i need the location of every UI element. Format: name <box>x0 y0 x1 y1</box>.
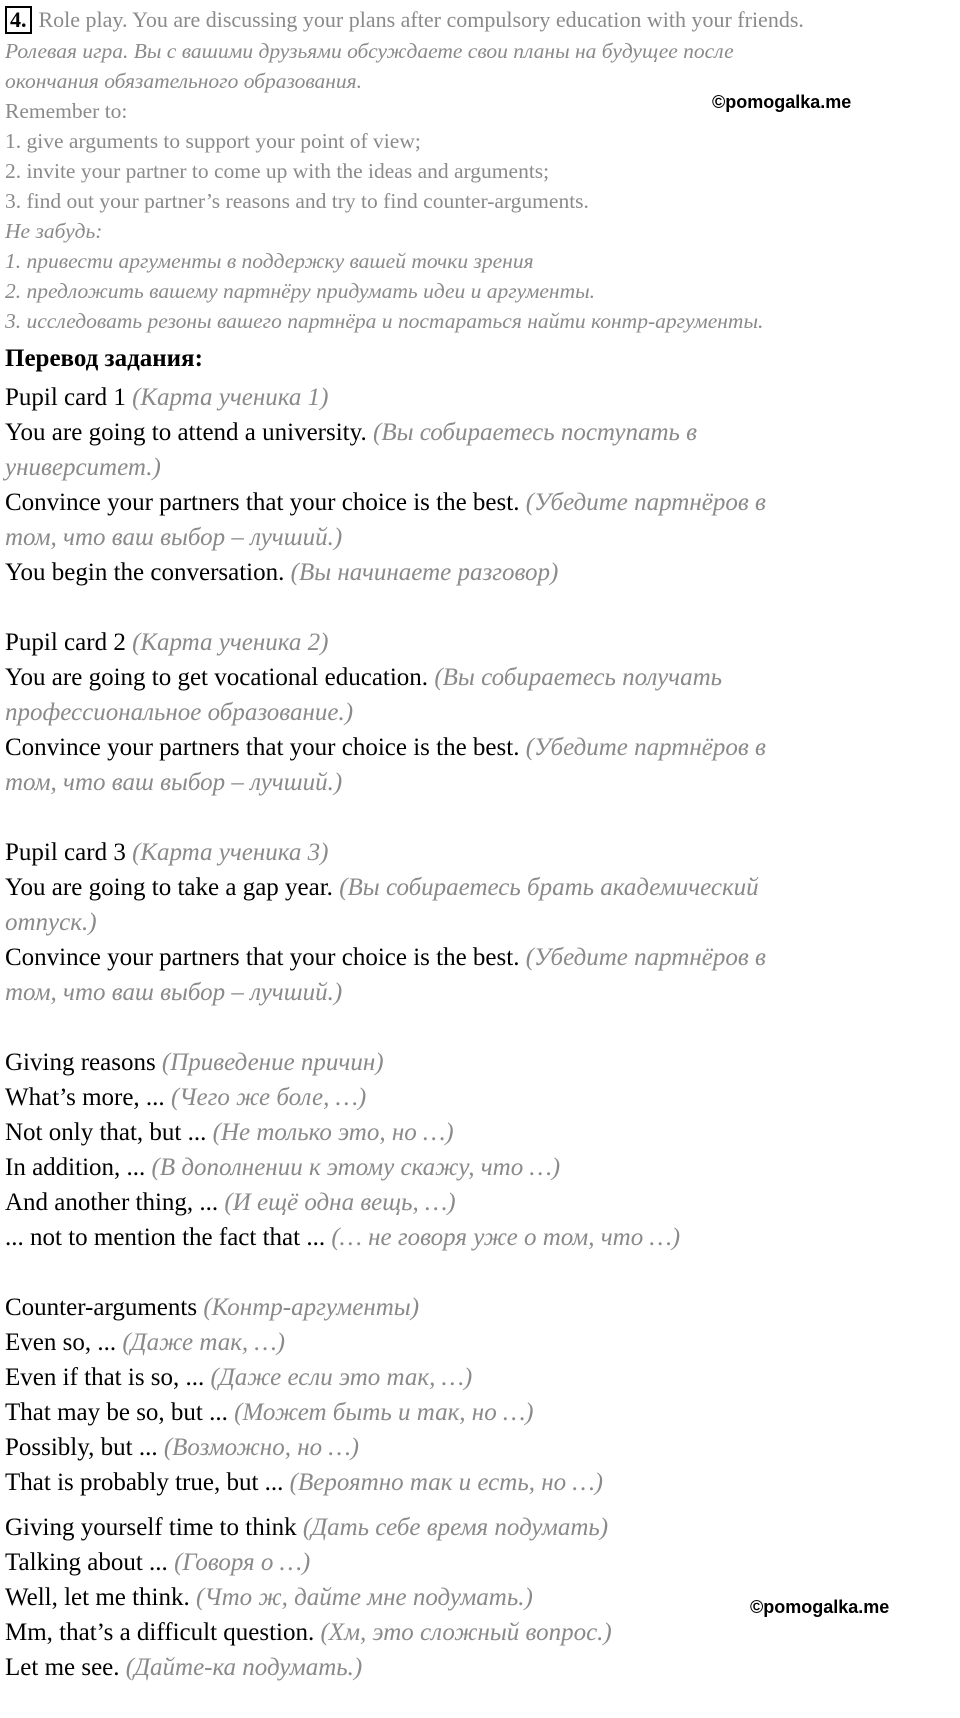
phrase-en: That may be so, but ... <box>5 1399 235 1426</box>
instruction-ru-line: Ролевая игра. Вы с вашими друзьями обсуждаете свои планы на будущее после <box>5 39 734 63</box>
think-title-ru: (Дать себе время подумать) <box>302 1514 609 1541</box>
card1-title-ru: (Карта ученика 1) <box>132 384 329 411</box>
phrase-ru: (Чего же боле, …) <box>170 1084 367 1111</box>
phrase-item <box>5 1115 955 1150</box>
card2-line-ru-cont: профессиональное образование.) <box>5 699 354 726</box>
card3-title <box>5 835 955 870</box>
card2-line <box>5 660 955 695</box>
phrase-ru: (Не только это, но …) <box>212 1119 454 1146</box>
card2-line-ru: (Убедите партнёров в <box>525 734 766 761</box>
phrase-item <box>5 1150 955 1185</box>
phrase-item <box>5 1395 955 1430</box>
remember-item: 2. invite your partner to come up with the ideas and arguments; <box>5 159 550 183</box>
phrase-item <box>5 1465 955 1500</box>
remember-item: 1. give arguments to support your point of view; <box>5 129 421 153</box>
phrase-ru: (… не говоря уже о том, что …) <box>331 1224 681 1251</box>
card3-line-ru: (Убедите партнёров в <box>525 944 766 971</box>
remember-ru-label: Не забудь: <box>5 219 103 243</box>
card1-line <box>5 415 955 450</box>
phrase-item <box>5 1430 955 1465</box>
phrase-en: Even so, ... <box>5 1329 123 1356</box>
exercise-number: 4. <box>5 6 32 34</box>
card3-line-en: Convince your partners that your choice is the best. <box>5 944 526 971</box>
think-title <box>5 1510 955 1545</box>
phrase-ru: (Вероятно так и есть, но …) <box>289 1469 603 1496</box>
phrase-ru: (Возможно, но …) <box>163 1434 359 1461</box>
phrase-en: Even if that is so, ... <box>5 1364 211 1391</box>
card3-line-ru-cont: отпуск.) <box>5 909 97 936</box>
card2-title <box>5 625 955 660</box>
card1-line-ru: (Убедите партнёров в <box>525 489 766 516</box>
think-title-en: Giving yourself time to think <box>5 1514 303 1541</box>
phrase-ru: (И ещё одна вещь, …) <box>224 1189 456 1216</box>
card3-line <box>5 940 955 975</box>
card1-line-ru: (Вы собираетесь поступать в <box>373 419 697 446</box>
card1-line-ru: (Вы начинаете разговор) <box>290 559 559 586</box>
phrase-ru: (Даже если это так, …) <box>210 1364 473 1391</box>
card2-line-en: You are going to get vocational education. <box>5 664 435 691</box>
phrase-item <box>5 1185 955 1220</box>
instructions <box>5 36 955 336</box>
phrase-en: That is probably true, but ... <box>5 1469 290 1496</box>
phrase-ru: (Даже так, …) <box>122 1329 285 1356</box>
card1-line-ru-cont: университет.) <box>5 454 161 481</box>
card3-line-ru-cont: том, что ваш выбор – лучший.) <box>5 979 343 1006</box>
counter-title-ru: (Контр-аргументы) <box>203 1294 420 1321</box>
exercise-header <box>5 4 955 36</box>
card3-title-ru: (Карта ученика 3) <box>132 839 329 866</box>
card3-line-ru: (Вы собираетесь брать академический <box>339 874 759 901</box>
card2-line-en: Convince your partners that your choice is the best. <box>5 734 526 761</box>
phrase-ru: (В дополнении к этому скажу, что …) <box>151 1154 561 1181</box>
phrase-ru: (Дайте-ка подумать.) <box>125 1654 363 1681</box>
phrase-item <box>5 1080 955 1115</box>
remember-label: Remember to: <box>5 99 128 123</box>
card1-line-en: You begin the conversation. <box>5 559 291 586</box>
phrase-item <box>5 1615 955 1650</box>
card1-line-en: Convince your partners that your choice is the best. <box>5 489 526 516</box>
exercise-title: Role play. You are discussing your plans after compulsory education with your friends. <box>38 7 804 32</box>
card1-title <box>5 380 955 415</box>
phrase-item <box>5 1360 955 1395</box>
counter-title <box>5 1290 955 1325</box>
remember-ru-item: 1. привести аргументы в поддержку вашей точки зрения <box>5 249 534 273</box>
phrase-en: What’s more, ... <box>5 1084 171 1111</box>
card1-line-en: You are going to attend a university. <box>5 419 374 446</box>
phrase-item <box>5 1220 955 1255</box>
phrase-ru: (Что ж, дайте мне подумать.) <box>196 1584 533 1611</box>
reasons-title <box>5 1045 955 1080</box>
phrase-ru: (Может быть и так, но …) <box>234 1399 534 1426</box>
watermark-top: ©pomogalka.me <box>712 92 852 112</box>
phrase-ru: (Говоря о …) <box>174 1549 311 1576</box>
phrase-en: And another thing, ... <box>5 1189 225 1216</box>
phrase-en: ... not to mention the fact that ... <box>5 1224 332 1251</box>
translation-body <box>5 380 955 1685</box>
phrase-ru: (Хм, это сложный вопрос.) <box>320 1619 612 1646</box>
card1-line <box>5 555 955 590</box>
card2-line <box>5 730 955 765</box>
phrase-en: Talking about ... <box>5 1549 175 1576</box>
card2-title-en: Pupil card 2 <box>5 629 133 656</box>
phrase-en: Mm, that’s a difficult question. <box>5 1619 321 1646</box>
phrase-en: Let me see. <box>5 1654 126 1681</box>
exercise-page <box>5 4 955 1685</box>
phrase-item <box>5 1650 955 1685</box>
watermark-bottom: ©pomogalka.me <box>750 1597 890 1617</box>
card2-title-ru: (Карта ученика 2) <box>132 629 329 656</box>
phrase-en: Not only that, but ... <box>5 1119 213 1146</box>
remember-ru-item: 3. исследовать резоны вашего партнёра и постараться найти контр-аргументы. <box>5 309 764 333</box>
phrase-item <box>5 1325 955 1360</box>
remember-item: 3. find out your partner’s reasons and try to find counter-arguments. <box>5 189 589 213</box>
card2-line-ru: (Вы собираетесь получать <box>434 664 723 691</box>
phrase-en: Possibly, but ... <box>5 1434 164 1461</box>
card1-title-en: Pupil card 1 <box>5 384 133 411</box>
counter-title-en: Counter-arguments <box>5 1294 204 1321</box>
reasons-title-en: Giving reasons <box>5 1049 162 1076</box>
card1-line-ru-cont: том, что ваш выбор – лучший.) <box>5 524 343 551</box>
card3-line-en: You are going to take a gap year. <box>5 874 340 901</box>
phrase-en: Well, let me think. <box>5 1584 197 1611</box>
card1-line <box>5 485 955 520</box>
phrase-en: In addition, ... <box>5 1154 152 1181</box>
card3-title-en: Pupil card 3 <box>5 839 133 866</box>
instruction-ru-line: окончания обязательного образования. <box>5 69 363 93</box>
translation-heading: Перевод задания: <box>5 345 203 372</box>
phrase-item <box>5 1545 955 1580</box>
card3-line <box>5 870 955 905</box>
card2-line-ru-cont: том, что ваш выбор – лучший.) <box>5 769 343 796</box>
remember-ru-item: 2. предложить вашему партнёру придумать идеи и аргументы. <box>5 279 596 303</box>
reasons-title-ru: (Приведение причин) <box>161 1049 384 1076</box>
